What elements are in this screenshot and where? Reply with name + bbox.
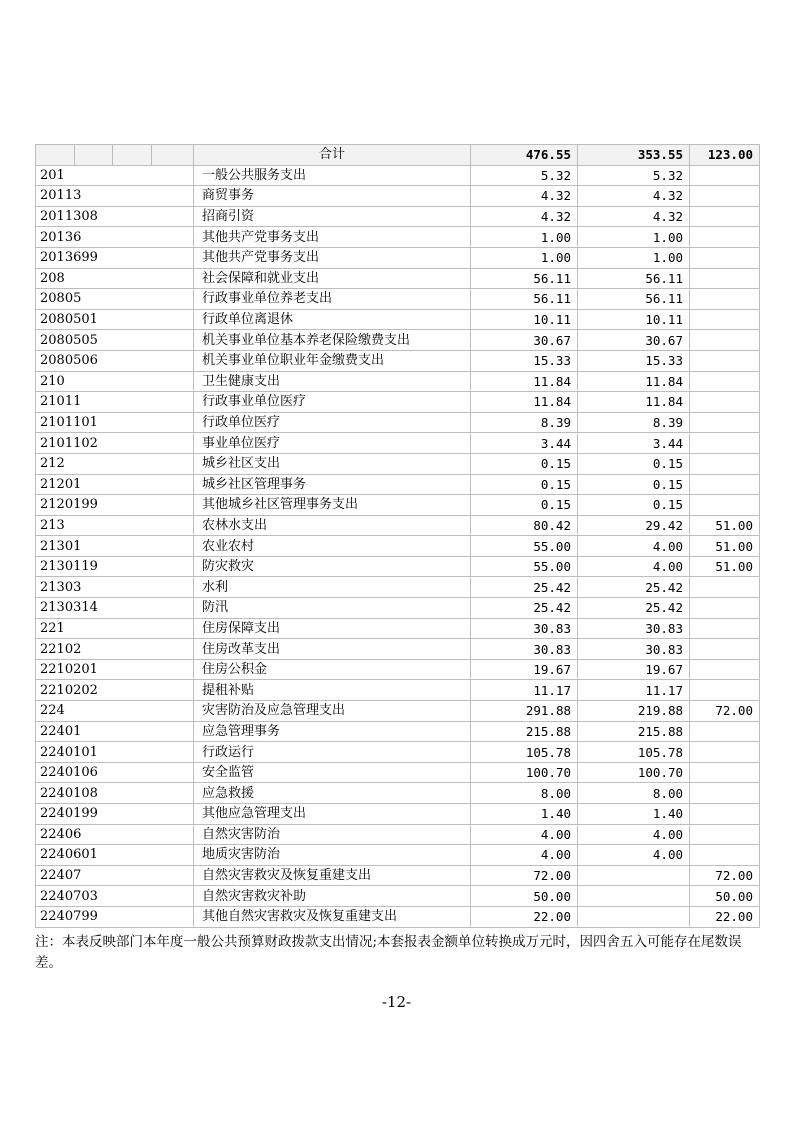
row-project: 72.00 xyxy=(690,701,760,722)
row-code: 2240101 xyxy=(36,742,194,763)
row-basic xyxy=(578,886,690,907)
row-total: 4.32 xyxy=(471,186,578,207)
row-basic: 30.83 xyxy=(578,639,690,660)
row-name: 农林水支出 xyxy=(194,515,471,536)
row-basic: 4.00 xyxy=(578,845,690,866)
row-name: 防汛 xyxy=(194,598,471,619)
total-basic: 353.55 xyxy=(578,145,690,166)
row-total: 105.78 xyxy=(471,742,578,763)
row-name: 行政单位医疗 xyxy=(194,412,471,433)
row-code: 2011308 xyxy=(36,206,194,227)
row-code: 2240199 xyxy=(36,804,194,825)
table-row xyxy=(36,865,760,886)
row-code: 2240601 xyxy=(36,845,194,866)
row-name: 机关事业单位基本养老保险缴费支出 xyxy=(194,330,471,351)
row-name: 招商引资 xyxy=(194,206,471,227)
row-total: 291.88 xyxy=(471,701,578,722)
table-row xyxy=(36,577,760,598)
row-code: 2101101 xyxy=(36,412,194,433)
row-basic: 5.32 xyxy=(578,165,690,186)
row-total: 100.70 xyxy=(471,762,578,783)
row-basic: 1.00 xyxy=(578,227,690,248)
table-row xyxy=(36,659,760,680)
row-name: 社会保障和就业支出 xyxy=(194,268,471,289)
table-row xyxy=(36,206,760,227)
table-row xyxy=(36,495,760,516)
row-code: 2130119 xyxy=(36,556,194,577)
table-row xyxy=(36,742,760,763)
row-total: 80.42 xyxy=(471,515,578,536)
table-row xyxy=(36,886,760,907)
row-name: 灾害防治及应急管理支出 xyxy=(194,701,471,722)
row-total: 1.00 xyxy=(471,227,578,248)
footnote: 注：本表反映部门本年度一般公共预算财政拨款支出情况;本套报表金额单位转换成万元时，因四舍五入可能存在尾数误差。 xyxy=(35,934,742,971)
table-row xyxy=(36,515,760,536)
row-code: 2120199 xyxy=(36,495,194,516)
table-row xyxy=(36,309,760,330)
row-name: 自然灾害救灾及恢复重建支出 xyxy=(194,865,471,886)
table-row xyxy=(36,453,760,474)
row-total: 1.00 xyxy=(471,247,578,268)
row-code: 213 xyxy=(36,515,194,536)
row-project xyxy=(690,392,760,413)
row-name: 城乡社区管理事务 xyxy=(194,474,471,495)
row-basic: 56.11 xyxy=(578,268,690,289)
row-basic: 10.11 xyxy=(578,309,690,330)
row-name: 农业农村 xyxy=(194,536,471,557)
row-total: 72.00 xyxy=(471,865,578,886)
row-project xyxy=(690,680,760,701)
row-project xyxy=(690,783,760,804)
row-project xyxy=(690,598,760,619)
row-code: 22102 xyxy=(36,639,194,660)
row-total: 8.39 xyxy=(471,412,578,433)
row-code: 2240799 xyxy=(36,906,194,927)
row-project xyxy=(690,350,760,371)
row-project xyxy=(690,227,760,248)
row-project xyxy=(690,639,760,660)
row-code: 224 xyxy=(36,701,194,722)
table-row xyxy=(36,247,760,268)
row-project xyxy=(690,165,760,186)
row-code: 21011 xyxy=(36,392,194,413)
table-row xyxy=(36,289,760,310)
row-project xyxy=(690,721,760,742)
row-project: 51.00 xyxy=(690,515,760,536)
row-name: 一般公共服务支出 xyxy=(194,165,471,186)
total-row xyxy=(36,145,760,166)
row-total: 8.00 xyxy=(471,783,578,804)
table-row xyxy=(36,906,760,927)
table-row xyxy=(36,701,760,722)
row-name: 城乡社区支出 xyxy=(194,453,471,474)
table-row xyxy=(36,474,760,495)
row-project xyxy=(690,247,760,268)
table-row xyxy=(36,721,760,742)
total-code-cell-1 xyxy=(36,145,75,166)
row-project: 51.00 xyxy=(690,536,760,557)
table-row xyxy=(36,618,760,639)
row-code: 2210202 xyxy=(36,680,194,701)
row-basic: 11.84 xyxy=(578,392,690,413)
row-name: 应急救援 xyxy=(194,783,471,804)
row-code: 201 xyxy=(36,165,194,186)
table-row xyxy=(36,783,760,804)
row-basic: 11.17 xyxy=(578,680,690,701)
row-code: 22407 xyxy=(36,865,194,886)
row-total: 10.11 xyxy=(471,309,578,330)
table-row xyxy=(36,824,760,845)
row-name: 行政事业单位养老支出 xyxy=(194,289,471,310)
row-total: 0.15 xyxy=(471,474,578,495)
row-project xyxy=(690,412,760,433)
row-name: 卫生健康支出 xyxy=(194,371,471,392)
row-name: 其他共产党事务支出 xyxy=(194,227,471,248)
row-code: 2240108 xyxy=(36,783,194,804)
row-basic: 25.42 xyxy=(578,577,690,598)
row-basic: 56.11 xyxy=(578,289,690,310)
row-project xyxy=(690,495,760,516)
row-project xyxy=(690,433,760,454)
row-basic: 3.44 xyxy=(578,433,690,454)
row-code: 2240106 xyxy=(36,762,194,783)
row-basic: 1.40 xyxy=(578,804,690,825)
row-code: 2130314 xyxy=(36,598,194,619)
row-project xyxy=(690,309,760,330)
row-project xyxy=(690,845,760,866)
row-name: 其他共产党事务支出 xyxy=(194,247,471,268)
row-code: 2080501 xyxy=(36,309,194,330)
table-row xyxy=(36,680,760,701)
row-total: 215.88 xyxy=(471,721,578,742)
row-total: 4.00 xyxy=(471,845,578,866)
row-total: 11.84 xyxy=(471,371,578,392)
row-name: 地质灾害防治 xyxy=(194,845,471,866)
row-project xyxy=(690,330,760,351)
row-basic xyxy=(578,865,690,886)
row-basic: 29.42 xyxy=(578,515,690,536)
table-row xyxy=(36,350,760,371)
row-code: 21301 xyxy=(36,536,194,557)
table-row xyxy=(36,371,760,392)
table-row xyxy=(36,433,760,454)
row-basic: 4.00 xyxy=(578,556,690,577)
row-project xyxy=(690,824,760,845)
row-project: 51.00 xyxy=(690,556,760,577)
row-project xyxy=(690,762,760,783)
row-basic: 8.00 xyxy=(578,783,690,804)
row-name: 行政运行 xyxy=(194,742,471,763)
row-total: 15.33 xyxy=(471,350,578,371)
row-total: 25.42 xyxy=(471,598,578,619)
row-project xyxy=(690,804,760,825)
row-code: 210 xyxy=(36,371,194,392)
page-number: -12- xyxy=(381,993,412,1011)
row-basic xyxy=(578,906,690,927)
row-name: 防灾救灾 xyxy=(194,556,471,577)
row-project: 72.00 xyxy=(690,865,760,886)
row-total: 55.00 xyxy=(471,536,578,557)
row-total: 11.84 xyxy=(471,392,578,413)
table-row xyxy=(36,536,760,557)
table-row xyxy=(36,165,760,186)
row-name: 其他自然灾害救灾及恢复重建支出 xyxy=(194,906,471,927)
row-basic: 19.67 xyxy=(578,659,690,680)
row-project xyxy=(690,268,760,289)
row-name: 事业单位医疗 xyxy=(194,433,471,454)
row-basic: 11.84 xyxy=(578,371,690,392)
row-name: 行政事业单位医疗 xyxy=(194,392,471,413)
row-code: 2080505 xyxy=(36,330,194,351)
row-total: 55.00 xyxy=(471,556,578,577)
row-total: 1.40 xyxy=(471,804,578,825)
table-row xyxy=(36,762,760,783)
row-project xyxy=(690,289,760,310)
row-name: 自然灾害救灾补助 xyxy=(194,886,471,907)
row-code: 20805 xyxy=(36,289,194,310)
row-basic: 8.39 xyxy=(578,412,690,433)
row-code: 21303 xyxy=(36,577,194,598)
row-code: 21201 xyxy=(36,474,194,495)
row-project xyxy=(690,186,760,207)
row-code: 20113 xyxy=(36,186,194,207)
row-project xyxy=(690,474,760,495)
row-basic: 1.00 xyxy=(578,247,690,268)
row-total: 11.17 xyxy=(471,680,578,701)
row-code: 2013699 xyxy=(36,247,194,268)
row-total: 25.42 xyxy=(471,577,578,598)
row-name: 其他应急管理支出 xyxy=(194,804,471,825)
row-total: 30.67 xyxy=(471,330,578,351)
row-project xyxy=(690,742,760,763)
row-total: 50.00 xyxy=(471,886,578,907)
row-basic: 30.67 xyxy=(578,330,690,351)
row-basic: 4.00 xyxy=(578,536,690,557)
row-basic: 100.70 xyxy=(578,762,690,783)
row-code: 22406 xyxy=(36,824,194,845)
row-code: 22401 xyxy=(36,721,194,742)
row-name: 行政单位离退休 xyxy=(194,309,471,330)
row-project xyxy=(690,618,760,639)
row-basic: 4.00 xyxy=(578,824,690,845)
row-basic: 215.88 xyxy=(578,721,690,742)
row-total: 30.83 xyxy=(471,639,578,660)
table-row xyxy=(36,598,760,619)
total-code-cell-4 xyxy=(152,145,194,166)
row-project: 22.00 xyxy=(690,906,760,927)
table-row xyxy=(36,639,760,660)
row-basic: 105.78 xyxy=(578,742,690,763)
row-total: 56.11 xyxy=(471,289,578,310)
row-total: 22.00 xyxy=(471,906,578,927)
row-basic: 15.33 xyxy=(578,350,690,371)
row-total: 4.00 xyxy=(471,824,578,845)
row-basic: 0.15 xyxy=(578,474,690,495)
row-code: 2080506 xyxy=(36,350,194,371)
row-code: 212 xyxy=(36,453,194,474)
row-total: 3.44 xyxy=(471,433,578,454)
table-row xyxy=(36,804,760,825)
row-code: 20136 xyxy=(36,227,194,248)
row-project xyxy=(690,206,760,227)
row-name: 安全监管 xyxy=(194,762,471,783)
row-code: 2210201 xyxy=(36,659,194,680)
row-name: 提租补贴 xyxy=(194,680,471,701)
row-total: 0.15 xyxy=(471,495,578,516)
row-project: 50.00 xyxy=(690,886,760,907)
table-row xyxy=(36,392,760,413)
total-amount: 476.55 xyxy=(471,145,578,166)
row-total: 4.32 xyxy=(471,206,578,227)
row-project xyxy=(690,659,760,680)
row-name: 应急管理事务 xyxy=(194,721,471,742)
row-name: 住房公积金 xyxy=(194,659,471,680)
row-name: 住房改革支出 xyxy=(194,639,471,660)
row-name: 自然灾害防治 xyxy=(194,824,471,845)
row-name: 商贸事务 xyxy=(194,186,471,207)
row-basic: 4.32 xyxy=(578,186,690,207)
row-total: 5.32 xyxy=(471,165,578,186)
table-row xyxy=(36,227,760,248)
table-row xyxy=(36,412,760,433)
row-code: 2240703 xyxy=(36,886,194,907)
table-row xyxy=(36,268,760,289)
table-row xyxy=(36,556,760,577)
table-row xyxy=(36,330,760,351)
row-code: 2101102 xyxy=(36,433,194,454)
row-basic: 4.32 xyxy=(578,206,690,227)
row-project xyxy=(690,577,760,598)
row-name: 住房保障支出 xyxy=(194,618,471,639)
table-row xyxy=(36,186,760,207)
row-basic: 219.88 xyxy=(578,701,690,722)
table-row xyxy=(36,845,760,866)
row-total: 0.15 xyxy=(471,453,578,474)
total-code-cell-3 xyxy=(113,145,152,166)
row-name: 机关事业单位职业年金缴费支出 xyxy=(194,350,471,371)
row-name: 其他城乡社区管理事务支出 xyxy=(194,495,471,516)
row-project xyxy=(690,371,760,392)
total-project: 123.00 xyxy=(690,145,760,166)
row-total: 30.83 xyxy=(471,618,578,639)
expenditure-table xyxy=(35,144,760,928)
row-basic: 0.15 xyxy=(578,453,690,474)
row-basic: 25.42 xyxy=(578,598,690,619)
row-total: 56.11 xyxy=(471,268,578,289)
row-code: 221 xyxy=(36,618,194,639)
row-basic: 0.15 xyxy=(578,495,690,516)
row-name: 水利 xyxy=(194,577,471,598)
row-basic: 30.83 xyxy=(578,618,690,639)
row-total: 19.67 xyxy=(471,659,578,680)
row-project xyxy=(690,453,760,474)
total-label: 合计 xyxy=(194,145,471,166)
row-code: 208 xyxy=(36,268,194,289)
total-code-cell-2 xyxy=(75,145,113,166)
